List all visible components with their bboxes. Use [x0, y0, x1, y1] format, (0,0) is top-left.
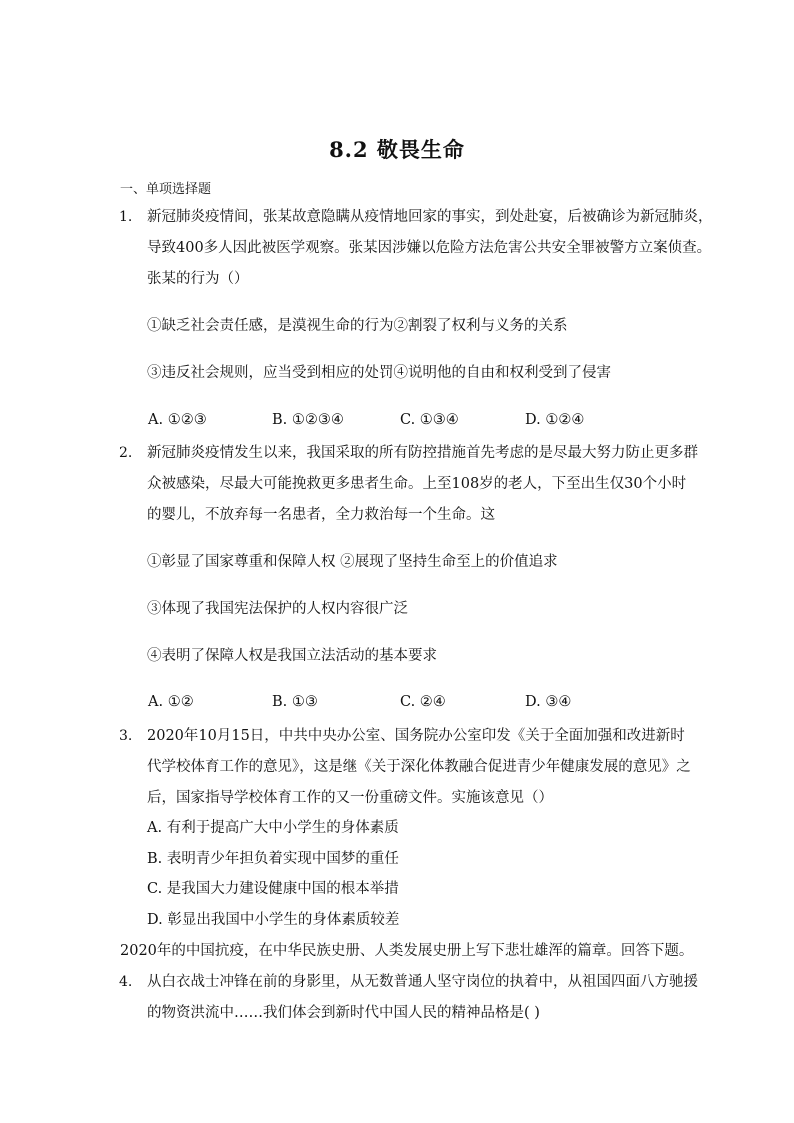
question-3-stem-line-1: 2020年10月15日，中共中央办公室、国务院办公室印发《关于全面加强和改进新时 — [147, 728, 685, 744]
question-1-stem-line-1: 新冠肺炎疫情间，张某故意隐瞒从疫情地回家的事实，到处赴宴，后被确诊为新冠肺炎， — [147, 209, 713, 225]
question-2-item-3: ④表明了保障人权是我国立法活动的基本要求 — [147, 648, 437, 664]
question-1-option-d[interactable]: D. ①②④ — [525, 412, 585, 428]
question-3-option-a[interactable]: A. 有利于提高广大中小学生的身体素质 — [147, 820, 399, 836]
question-2-option-d[interactable]: D. ③④ — [525, 694, 572, 710]
question-1-item-2: ③违反社会规则，应当受到相应的处罚④说明他的自由和权利受到了侵害 — [147, 365, 611, 381]
question-4-stem-line-2: 的物资洪流中……我们体会到新时代中国人民的精神品格是( ) — [147, 1005, 540, 1021]
question-3-stem-line-2: 代学校体育工作的意见》，这是继《关于深化体教融合促进青少年健康发展的意见》之 — [147, 759, 691, 775]
question-2-number: 2. — [119, 445, 133, 461]
question-4-intro: 2020年的中国抗疫，在中华民族史册、人类发展史册上写下悲壮雄浑的篇章。回答下题。 — [120, 943, 694, 959]
question-1-item-1: ①缺乏社会责任感，是漠视生命的行为②割裂了权利与义务的关系 — [147, 318, 568, 334]
question-1-option-a[interactable]: A. ①②③ — [148, 412, 207, 428]
question-2-option-a[interactable]: A. ①② — [148, 694, 194, 710]
question-2-stem-line-2: 众被感染，尽最大可能挽救更多患者生命。上至108岁的老人，下至出生仅30个小时 — [147, 476, 687, 492]
question-2-option-c[interactable]: C. ②④ — [400, 694, 446, 710]
question-1-option-b[interactable]: B. ①②③④ — [272, 412, 344, 428]
question-1-stem-line-3: 张某的行为（） — [147, 271, 249, 287]
section-heading: 一、单项选择题 — [120, 182, 212, 197]
question-3-option-d[interactable]: D. 彰显出我国中小学生的身体素质较差 — [147, 912, 400, 928]
question-3-option-b[interactable]: B. 表明青少年担负着实现中国梦的重任 — [147, 851, 399, 867]
page-title: 8.2 敬畏生命 — [329, 137, 465, 162]
question-3-stem-line-3: 后，国家指导学校体育工作的又一份重磅文件。实施该意见（） — [147, 790, 553, 806]
question-2-option-b[interactable]: B. ①③ — [272, 694, 318, 710]
question-4-stem-line-1: 从白衣战士冲锋在前的身影里，从无数普通人坚守岗位的执着中，从祖国四面八方驰援 — [147, 974, 698, 990]
question-1-stem-line-2: 导致400多人因此被医学观察。张某因涉嫌以危险方法危害公共安全罪被警方立案侦查。 — [147, 240, 712, 256]
question-2-stem-line-1: 新冠肺炎疫情发生以来，我国采取的所有防控措施首先考虑的是尽最大努力防止更多群 — [147, 445, 698, 461]
question-1-option-c[interactable]: C. ①③④ — [400, 412, 459, 428]
question-2-stem-line-3: 的婴儿，不放弃每一名患者，全力救治每一个生命。这 — [147, 507, 495, 523]
question-2-item-1: ①彰显了国家尊重和保障人权 ②展现了坚持生命至上的价值追求 — [147, 554, 558, 570]
question-1-number: 1. — [119, 209, 133, 225]
question-4-number: 4. — [119, 974, 133, 990]
question-3-option-c[interactable]: C. 是我国大力建设健康中国的根本举措 — [147, 881, 399, 897]
question-3-number: 3. — [119, 728, 133, 744]
question-2-item-2: ③体现了我国宪法保护的人权内容很广泛 — [147, 601, 408, 617]
